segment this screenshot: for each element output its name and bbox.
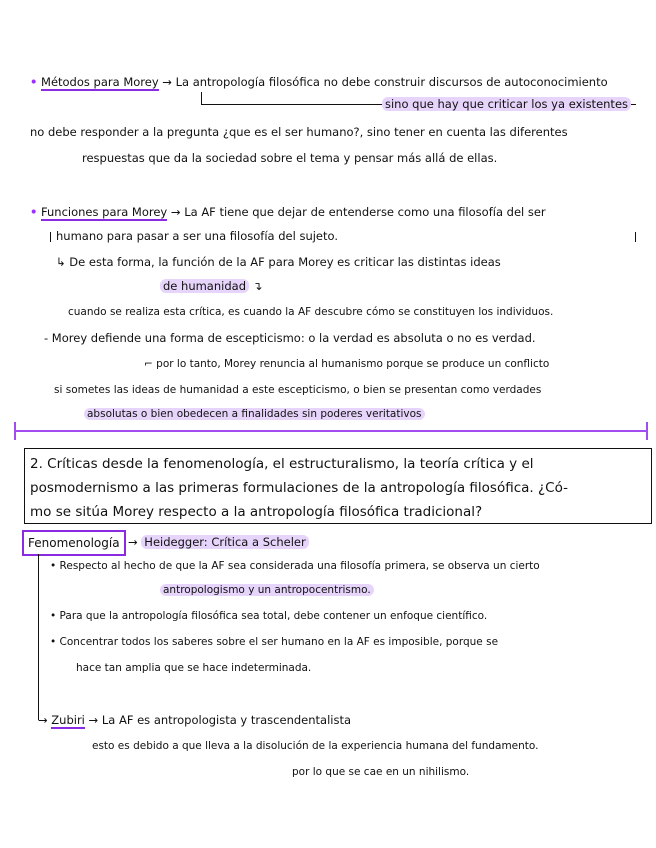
sec3-bullet2: • Para que la antropología filosófica sea total, debe contener un enfoque científico. [50, 610, 488, 622]
sec2-line9-text: absolutas o bien obedecen a finalidades sin poderes veritativos [84, 408, 425, 420]
sec1-line1: La antropología filosófica no debe construir discursos de autoconocimiento [175, 75, 608, 89]
sec3-bullet3b: hace tan amplia que se hace indeterminada. [76, 662, 312, 674]
sec3-heading: Heidegger: Crítica a Scheler [141, 535, 308, 549]
sec1-line2-text: sino que hay que criticar los ya existentes [382, 97, 631, 111]
sec2-line8: si sometes las ideas de humanidad a este escepticismo, o bien se presentan como verdades [54, 384, 542, 396]
sec3-bullet3a: • Concentrar todos los saberes sobre el ser humano en la AF es imposible, porque se [50, 636, 499, 648]
zubiri-line3: por lo que se cae en un nihilismo. [292, 766, 470, 778]
section-divider [14, 430, 648, 432]
sec3-bullet1b-text: antropologismo y un antropocentrismo. [160, 584, 374, 596]
bracket-line [38, 554, 39, 720]
sec2-heading-line [30, 204, 546, 220]
sec1-line3: no debe responder a la pregunta ¿que es el ser humano?, sino tener en cuenta las diferentes [30, 125, 568, 139]
down-arrow-icon: ↴ [252, 279, 263, 293]
sec2-line3 [56, 254, 501, 270]
sec3-bullet1a: • Respecto al hecho de que la AF sea considerada una filosofía primera, se observa un cierto [50, 560, 540, 572]
sec2-line2: humano para pasar a ser una filosofía del sujeto. [56, 229, 339, 243]
bullet-dot: • [30, 75, 38, 89]
sec2-line4-text: de humanidad [160, 279, 249, 293]
question-line3: mo se sitúa Morey respecto a la antropología filosófica tradicional? [30, 504, 483, 520]
zubiri-line [38, 712, 351, 728]
question-line2: posmodernismo a las primeras formulaciones de la antropología filosófica. ¿Có- [30, 480, 568, 496]
bullet-dot: • [30, 205, 38, 219]
right-arrow-icon: → [170, 205, 181, 219]
left-arrow-icon: ⌐ [144, 358, 153, 370]
right-arrow-icon: → [88, 713, 99, 727]
sec2-line3-text: De esta forma, la función de la AF para Morey es criticar las distintas ideas [69, 255, 501, 269]
sec1-line4: respuestas que da la sociedad sobre el tema y pensar más allá de ellas. [82, 151, 498, 165]
sec2-line5: cuando se realiza esta crítica, es cuando la AF descubre cómo se constituyen los individuos. [68, 306, 554, 318]
sec2-line1: La AF tiene que dejar de entenderse como una filosofía del ser [184, 205, 546, 219]
sec2-line7 [144, 356, 549, 372]
question-line1: 2. Críticas desde la fenomenología, el estructuralismo, la teoría crítica y el [30, 456, 534, 472]
sec2-title: Funciones para Morey [41, 205, 168, 219]
right-arrow-icon: → [128, 535, 138, 549]
sec2-line9 [84, 406, 425, 422]
zubiri-line1: La AF es antropologista y trascendentalista [101, 713, 352, 727]
sec1-line2 [382, 96, 631, 112]
sec3-bullet1b [160, 582, 374, 598]
sec2-line4 [160, 278, 262, 294]
sec3-heading-line [128, 534, 309, 550]
sec1-heading-line [30, 74, 608, 90]
right-arrow-icon: → [162, 75, 172, 89]
sec1-title: Métodos para Morey [41, 75, 159, 89]
sec2-line6: - Morey defiende una forma de escepticismo: o la verdad es absoluta o no es verdad. [44, 331, 536, 345]
down-right-arrow-icon: → [38, 713, 48, 727]
down-right-arrow-icon: ↳ [56, 255, 66, 269]
sec2-line7-text: por lo tanto, Morey renuncia al humanismo porque se produce un conflicto [156, 358, 550, 370]
zubiri-title: Zubiri [51, 713, 85, 727]
fenomenologia-box: Fenomenología [22, 530, 126, 556]
zubiri-line2: esto es debido a que lleva a la disolución de la experiencia humana del fundamento. [92, 740, 539, 752]
